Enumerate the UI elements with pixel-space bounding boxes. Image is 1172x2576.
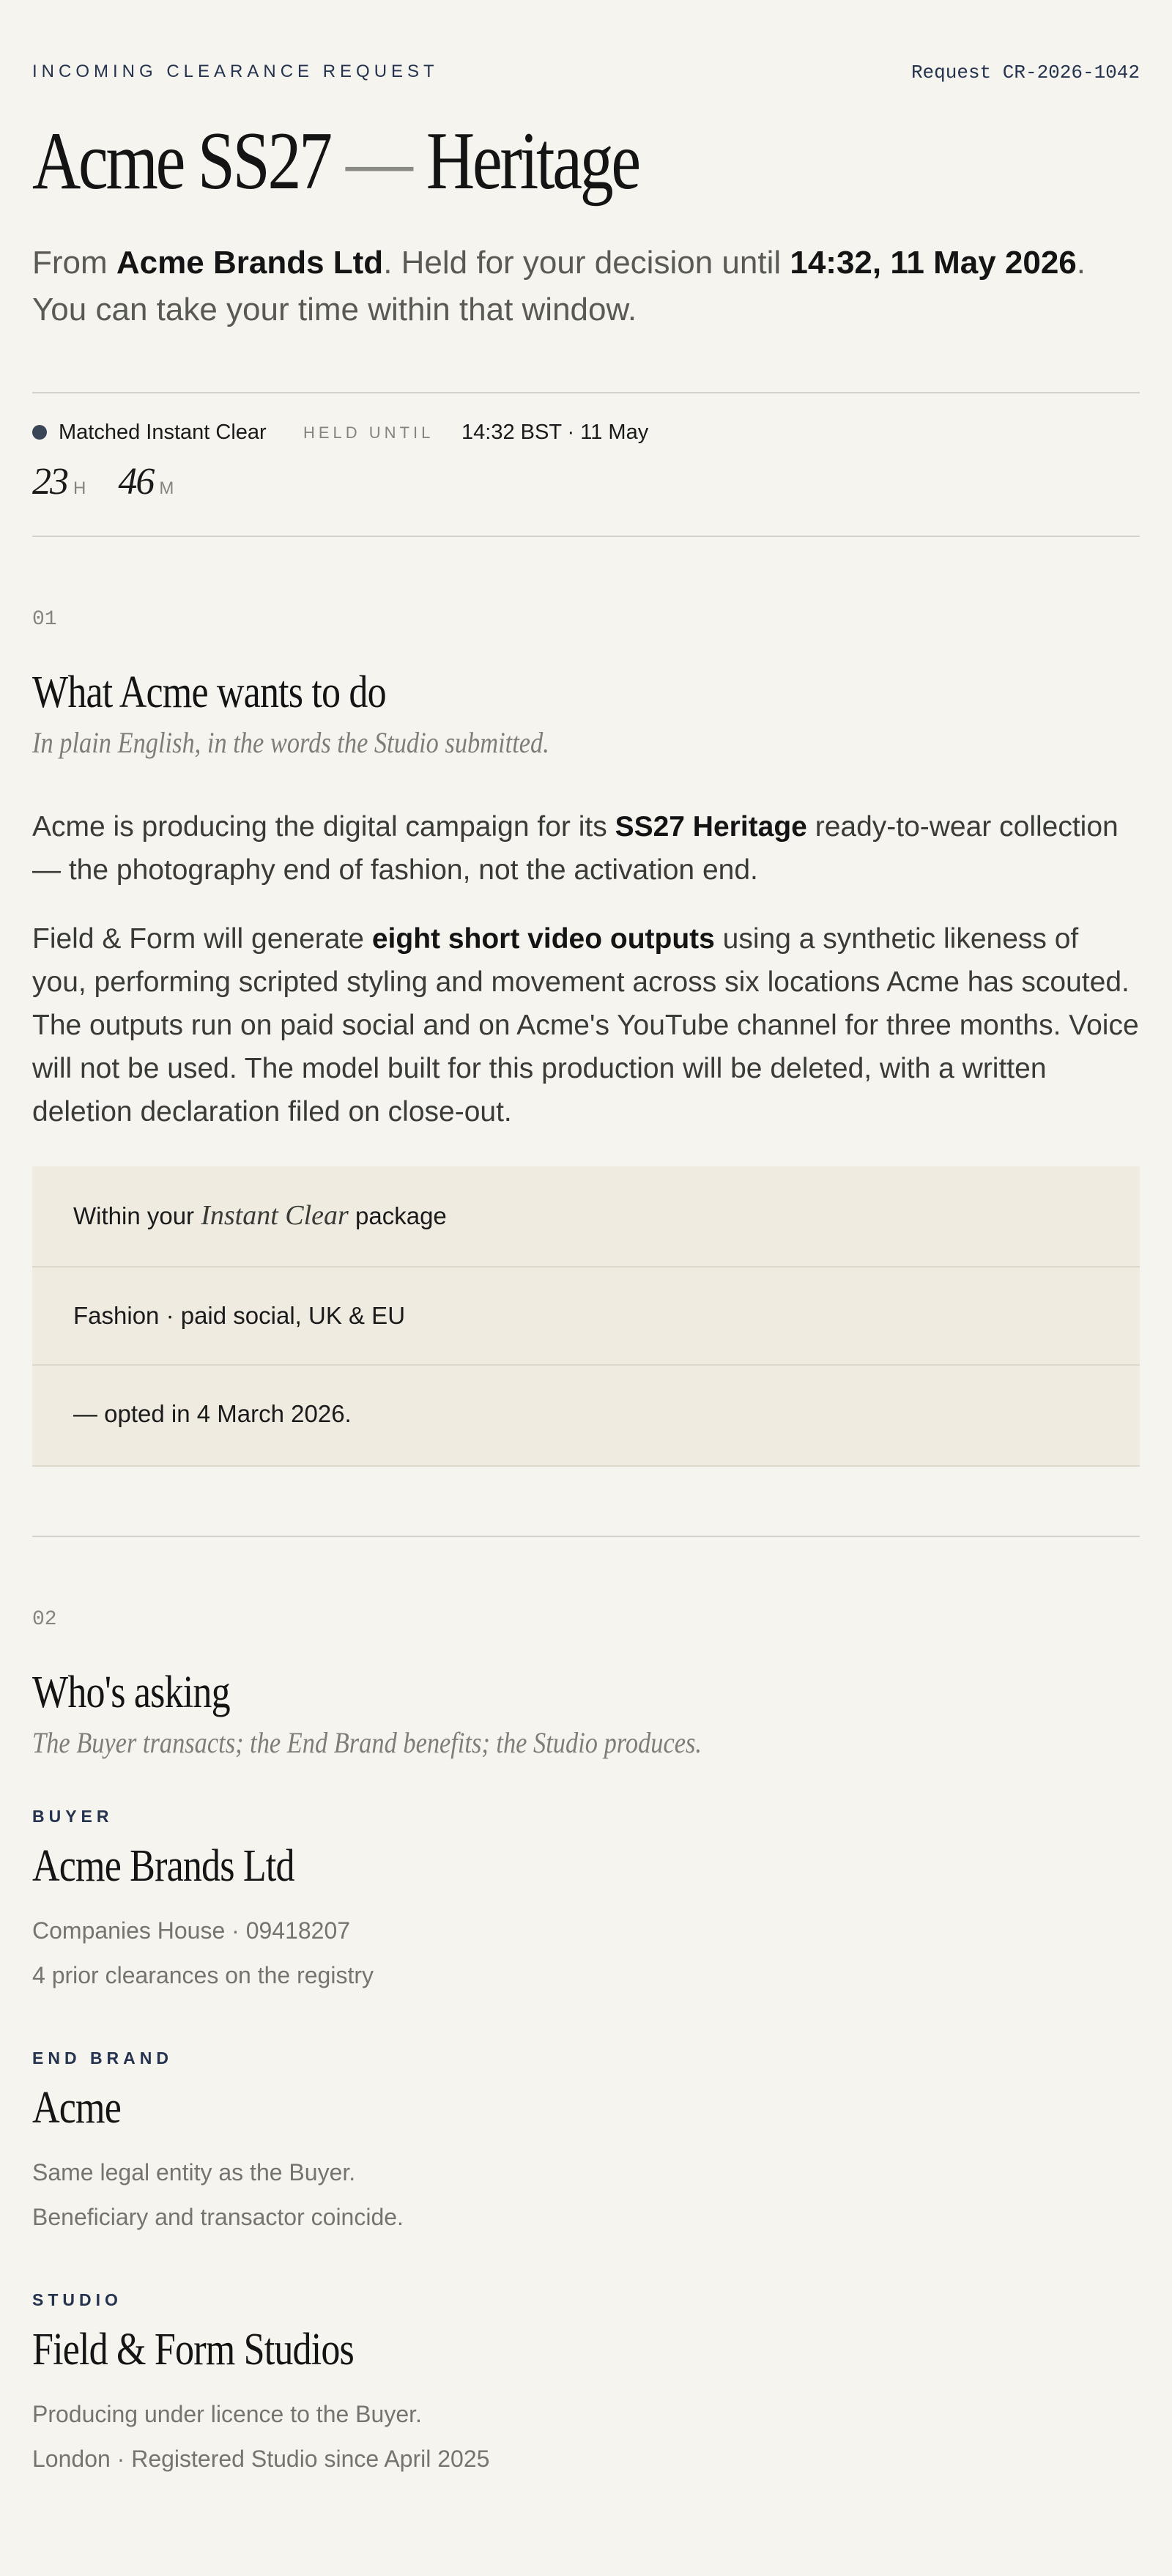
request-summary: [32, 240, 1140, 333]
panel-text: Within your: [73, 1202, 201, 1229]
studio-licence: Producing under licence to the Buyer.: [32, 2401, 422, 2427]
summary-company: Acme Brands Ltd: [116, 245, 384, 281]
buyer-name: Acme Brands Ltd: [32, 1841, 294, 1891]
summary-period: .: [1076, 245, 1086, 281]
summary-from-prefix: From: [32, 245, 116, 281]
para-text: ready-to-wear collection — the photography end of fashion, not the activation end.: [32, 811, 1119, 886]
package-match-panel: [32, 1166, 1140, 1467]
page-title: [32, 110, 639, 212]
panel-opt-in-text: — opted in 4 March 2026.: [73, 1400, 352, 1427]
summary-held-text: . Held for your decision until: [383, 245, 790, 281]
countdown-minutes-unit: M: [159, 478, 174, 498]
section-title: What Acme wants to do: [32, 667, 386, 717]
status-row: [32, 416, 1140, 453]
panel-row-opt-in: [32, 1364, 1140, 1462]
section-title: Who's asking: [32, 1668, 230, 1717]
buyer-label: BUYER: [32, 1807, 114, 1826]
para-text: Field & Form will generate: [32, 923, 372, 955]
para-text: using a synthetic likeness of you, performing scripted styling and movement across six locations Acme has scouted. The outputs run on paid social and on Acme's YouTube channel for three months. Voice will not be used. The model built for this production will be deleted, with a written deletion declaration filed on close-out.: [32, 923, 1139, 1128]
divider: [32, 392, 1140, 393]
buyer-registration: Companies House · 09418207: [32, 1917, 351, 1944]
end-brand-name: Acme: [32, 2083, 121, 2133]
end-brand-relation: Same legal entity as the Buyer.: [32, 2159, 356, 2185]
panel-text: package: [348, 1202, 447, 1229]
para-emphasis: eight short video outputs: [371, 923, 715, 955]
countdown-minutes: 46: [118, 461, 154, 503]
countdown: [32, 460, 206, 511]
request-description-paragraph: [32, 805, 1140, 892]
summary-deadline: 14:32, 11 May 2026: [790, 245, 1077, 281]
divider: [32, 1536, 1140, 1537]
title-campaign: Acme SS27: [32, 116, 330, 207]
summary-line2: You can take your time within that window.: [32, 292, 637, 327]
section-number: 02: [32, 1608, 57, 1631]
panel-row-category: [32, 1266, 1140, 1364]
end-brand-label: END BRAND: [32, 2048, 173, 2068]
panel-category-text: Fashion · paid social, UK & EU: [73, 1302, 406, 1329]
end-brand-note: Beneficiary and transactor coincide.: [32, 2204, 404, 2230]
studio-label: STUDIO: [32, 2290, 122, 2309]
held-until-value: 14:32 BST · 11 May: [461, 421, 649, 444]
held-until-label: HELD UNTIL: [303, 423, 434, 442]
page-eyebrow: INCOMING CLEARANCE REQUEST: [32, 62, 439, 81]
para-text: Acme is producing the digital campaign for its: [32, 811, 615, 843]
section-subtitle: In plain English, in the words the Studio submitted.: [32, 726, 549, 759]
panel-package-text: [73, 1199, 447, 1232]
countdown-hours: 23: [32, 461, 67, 503]
status-dot-icon: [32, 425, 47, 440]
buyer-history: 4 prior clearances on the registry: [32, 1962, 374, 1988]
section-subtitle: The Buyer transacts; the End Brand benefits; the Studio produces.: [32, 1726, 702, 1759]
studio-registration: London · Registered Studio since April 2025: [32, 2446, 490, 2472]
para-emphasis: SS27 Heritage: [615, 811, 807, 843]
section-number: 01: [32, 608, 57, 631]
title-collection: Heritage: [426, 116, 639, 207]
request-id: Request CR-2026-1042: [910, 62, 1140, 84]
request-details-paragraph: [32, 917, 1140, 1133]
status-label: Matched Instant Clear: [59, 421, 267, 444]
panel-package-name: Instant Clear: [201, 1200, 349, 1231]
panel-row-package: [32, 1166, 1140, 1265]
divider: [32, 536, 1140, 537]
studio-name: Field & Form Studios: [32, 2325, 354, 2375]
countdown-hours-unit: H: [73, 478, 86, 498]
top-bar: [32, 62, 1140, 84]
title-dash: —: [346, 116, 411, 207]
